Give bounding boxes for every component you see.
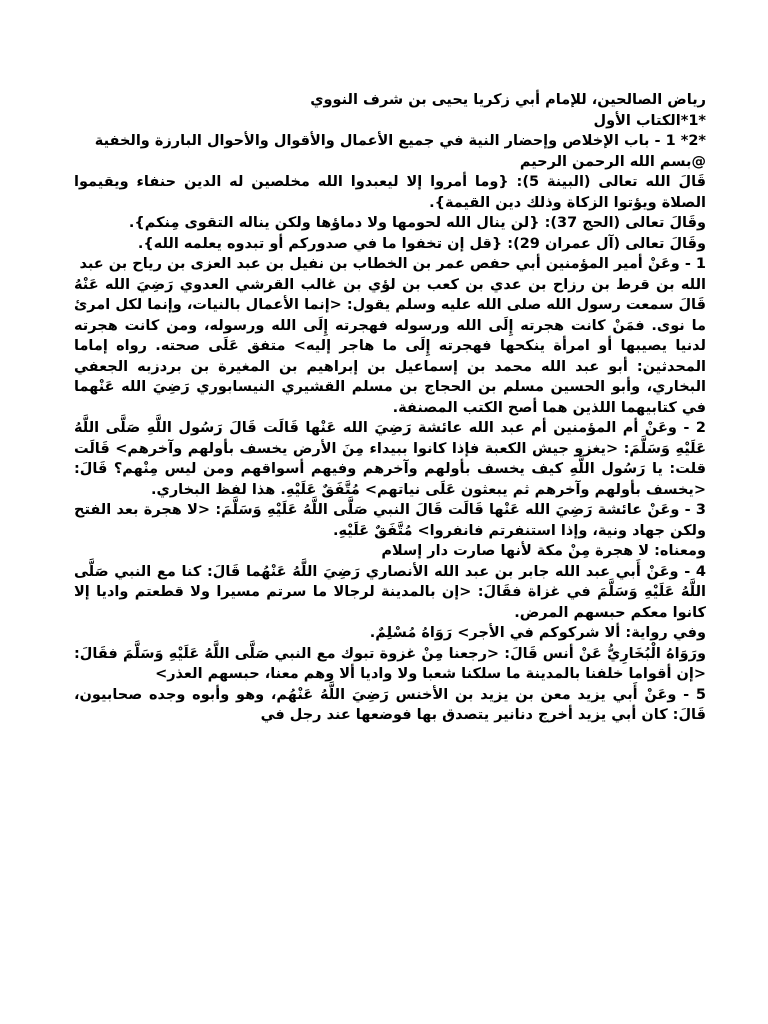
hadith-paragraph: 4 - وعَنْ أَبي عبد الله جابر بن عبد الله الأنصاري رَضِيَ اللَّهُ عَنْهُما قَالَ: كنا مع النبي صَلَّى اللَّهُ عَلَيْهِ وَسَلَّمَ في غزاة فقَالَ: <إن بالمدينة لرجالا ما سرتم مسيرا ولا قطعتم واديا إلا كانوا معكم حبسهم المرض.	[74, 563, 706, 621]
basmala-line: @بسم الله الرحمن الرحيم	[519, 153, 706, 170]
hadith-paragraph: 3 - وعَنْ عائشة رَضِيَ الله عَنْها قَالَت قَالَ النبي صَلَّى اللَّهُ عَلَيْهِ وَسَلَّمَ: <لا هجرة بعد الفتح ولكن جهاد ونية، وإذا استنفرتم فانفروا> مُتَّفَقٌ عَلَيْهِ.	[74, 502, 706, 539]
narration-paragraph: وفي رواية: ألا شركوكم في الأجر> رَوَاهُ مُسْلِمٌ.	[369, 625, 706, 641]
document-page	[74, 90, 706, 726]
hadith-paragraph: 2 - وعَنْ أم المؤمنين أم عبد الله عائشة رَضِيَ الله عَنْها قَالَت قَالَ رَسُول اللَّهِ صَلَّى اللَّهُ عَلَيْهِ وَسَلَّمَ: <يغزو جيش الكعبة فإذا كانوا ببيداء مِنَ الأرض يخسف بأولهم وآخرهم> قَالَت قلت: يا رَسُول اللَّهِ كيف يخسف بأولهم وآخرهم وفيهم أسواقهم ومن ليس مِنْهم؟ قَالَ: <يخسف بأولهم وآخرهم ثم يبعثون عَلَى نياتهم> مُتَّفَقٌ عَلَيْهِ. هذا لفظ البخاري.	[74, 420, 706, 498]
book-title-line: رياض الصالحين، للإمام أبي زكريا يحيى بن شرف النووي	[310, 92, 706, 108]
quran-verse-paragraph: وقَالَ تعالى (آل عمران 29): {قل إن تخفوا ما في صدوركم أو تبدوه يعلمه الله}.	[137, 235, 706, 252]
explanation-paragraph: ومعناه: لا هجرة مِنْ مكة لأنها صارت دار إسلام	[381, 543, 706, 559]
hadith-paragraph: 5 - وعَنْ أَبي يزيد معن بن يزيد بن الأخنس رَضِيَ اللَّهُ عَنْهُم، وهو وأبوه وجده صحابيون، قَالَ: كان أبي يزيد أخرج دنانير يتصدق بها فوضعها عند رجل في	[74, 686, 706, 723]
chapter-heading: *2* 1 - باب الإخلاص وإحضار النية في جميع الأعمال والأقوال والأحوال البارزة والخفية	[94, 133, 706, 149]
hadith-paragraph: 1 - وعَنْ أمير المؤمنين أبي حفص عمر بن الخطاب بن نفيل بن عبد العزى بن رياح بن عبد	[79, 256, 706, 272]
quran-verse-paragraph: وقَالَ تعالى (الحج 37): {لن ينال الله لحومها ولا دماؤها ولكن يناله التقوى مِنكم}.	[128, 215, 706, 231]
hadith-paragraph: الله بن قرط بن رزاح بن عدي بن كعب بن لؤي بن غالب القرشي العدوي رَضِيَ الله عَنْهُ قَالَ سمعت رسول الله صلى الله عليه وسلم يقول: <إنما الأعمال بالنيات، وإنما لكل امرئ ما نوى. فمَنْ كانت هجرته إِلَى الله ورسوله فهجرته إِلَى الله ورسوله، ومن كانت هجرته لدنيا يصيبها أو امرأة ينكحها فهجرته إِلَى ما هاجر إليه> متفق عَلَى صحته. رواه إماما المحدثين: أبو عبد الله محمد بن إسماعيل بن إبراهيم بن المغيرة بن بردزبه الجعفي البخاري، وأبو الحسين مسلم بن الحجاج بن مسلم القشيري النيسابوري رَضِيَ الله عَنْهما في كتابيهما اللذين هما أصح الكتب المصنفة.	[74, 276, 706, 416]
quran-verse-paragraph: قَالَ الله تعالى (البينة 5): {وما أمروا إلا ليعبدوا الله مخلصين له الدين حنفاء ويقيموا الصلاة ويؤتوا الزكاة وذلك دين القيمة}.	[74, 174, 707, 211]
section-heading: *1*الكتاب الأول	[593, 112, 706, 129]
narration-paragraph: ورَوَاهُ الْبُخَارِيُّ عَنْ أنس قَالَ: <رجعنا مِنْ غزوة تبوك مع النبي صَلَّى اللَّهُ عَلَيْهِ وَسَلَّمَ فقَالَ: <إن أقواما خلفنا بالمدينة ما سلكنا شعبا ولا واديا ألا وهم معنا، حبسهم العذر>	[74, 645, 706, 682]
